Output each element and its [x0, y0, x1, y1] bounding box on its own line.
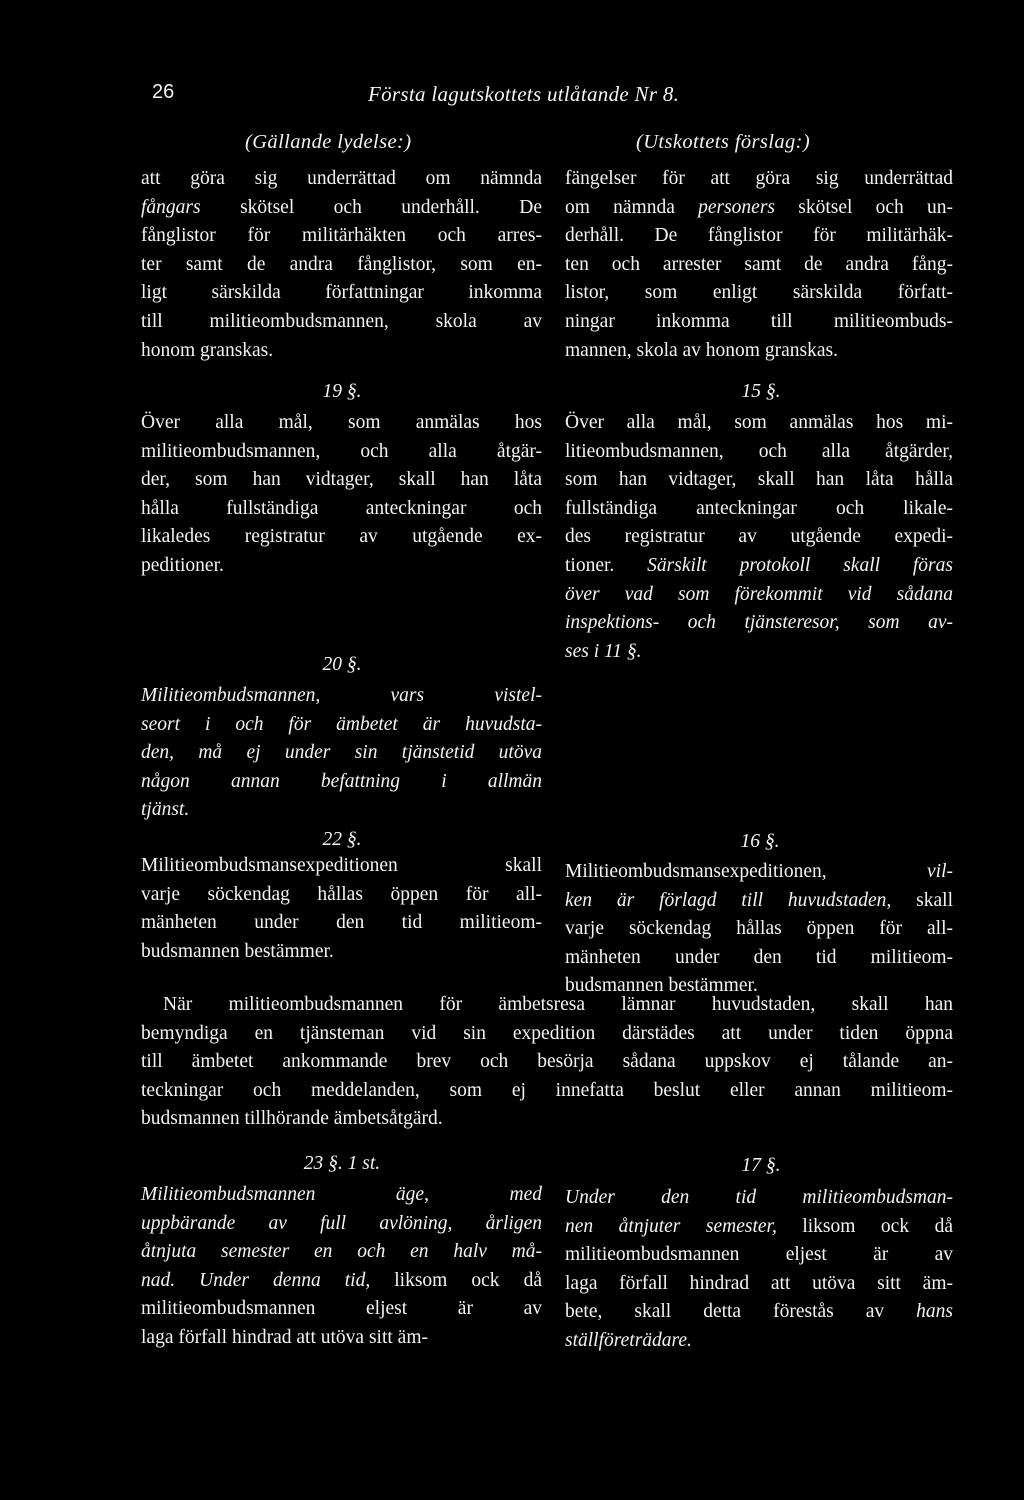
text-line	[565, 858, 953, 887]
text-segment: vil-	[927, 861, 953, 882]
text-segment: , skall	[886, 889, 953, 911]
section-22-text	[141, 852, 542, 966]
text-line	[141, 1267, 542, 1296]
text-line: fängelser för att göra sig underrättad	[565, 168, 953, 189]
left-intro-text	[141, 165, 542, 365]
text-line: till militieombudsmannen, skola av	[141, 310, 542, 332]
text-line: uppbärande av full avlöning, årligen	[141, 1212, 542, 1234]
text-line: att göra sig underrättad om nämnda	[141, 168, 542, 189]
text-line: varje söckendag hållas öppen för all-	[565, 918, 953, 940]
text-line: den, må ej under sin tjänstetid utöva	[141, 742, 542, 764]
text-line: honom granskas.	[141, 339, 274, 361]
section-23-heading: 23 §. 1 st.	[303, 1153, 381, 1174]
text-line: som han vidtager, skall han låta hålla	[565, 469, 953, 491]
section-17-heading: 17 §.	[741, 1155, 781, 1176]
text-segment: hans	[916, 1301, 953, 1323]
text-segment: liksom ock då	[776, 1215, 953, 1237]
text-line	[565, 1213, 953, 1242]
text-line: Militieombudsmansexpeditionen skall	[141, 855, 542, 876]
section-15-heading: 15 §.	[741, 381, 781, 402]
text-segment: Militieombudsmansexpeditionen,	[565, 861, 928, 882]
text-line: till ämbetet ankommande brev och besörja sådana uppskov ej tålande an-	[141, 1051, 953, 1073]
text-line: åtnjuta semester en och en halv må-	[141, 1241, 542, 1263]
text-line: tjänst.	[141, 799, 190, 821]
text-line: budsmannen tillhörande ämbetsåtgärd.	[141, 1108, 443, 1130]
text-line: teckningar och meddelanden, som ej innefatta beslut eller annan militieom-	[141, 1079, 953, 1101]
text-line: seort i och för ämbetet är huvudsta-	[141, 713, 542, 735]
text-line: budsmannen bestämmer.	[141, 940, 334, 962]
text-segment: nad. Under denna tid,	[141, 1269, 371, 1291]
text-line: inspektions- och tjänsteresor, som av-	[565, 612, 953, 634]
text-segment: bete, skall detta förestås av	[565, 1301, 917, 1323]
text-line	[565, 194, 953, 223]
text-line: militieombudsmannen, och alla åtgär-	[141, 440, 542, 462]
text-segment: skötsel och un-	[775, 196, 953, 218]
section-16-text	[565, 858, 953, 1001]
section-19-heading: 19 §.	[322, 381, 362, 402]
text-line: fånglistor för militärhäkten och arres-	[141, 225, 542, 247]
text-line: budsmannen bestämmer.	[565, 975, 758, 997]
text-line	[565, 1298, 953, 1327]
section-19-text	[141, 409, 542, 581]
text-line: der, som han vidtager, skall han låta	[141, 469, 542, 491]
text-line: ställföreträdare.	[565, 1329, 692, 1351]
text-line: Över alla mål, som anmälas hos	[141, 412, 542, 433]
section-22-heading: 22 §.	[322, 829, 362, 850]
section-23-text	[141, 1181, 542, 1353]
text-segment: liksom ock då	[370, 1269, 542, 1291]
text-line: des registratur av utgående expedi-	[565, 526, 953, 548]
text-line: Militieombudsmannen äge, med	[141, 1184, 542, 1205]
text-segment: om nämnda	[565, 196, 699, 218]
text-line	[565, 887, 953, 916]
text-line: någon annan befattning i allmän	[141, 770, 542, 792]
text-line: peditioner.	[141, 554, 224, 576]
text-line: Militieombudsmannen, vars vistel-	[141, 685, 542, 706]
text-line	[565, 552, 953, 581]
text-line: ten och arrester samt de andra fång-	[565, 253, 953, 275]
text-line: ningar inkomma till militieombuds-	[565, 310, 953, 332]
text-line: över vad som förekommit vid sådana	[565, 583, 953, 605]
common-paragraph	[141, 991, 953, 1134]
text-line: likaledes registratur av utgående ex-	[141, 526, 542, 548]
text-line: ter samt de andra fånglistor, som en-	[141, 253, 542, 275]
text-segment: Särskilt protokoll skall föras	[647, 554, 953, 576]
text-line: militieombudsmannen eljest är av	[141, 1298, 542, 1320]
text-line: litieombudsmannen, och alla åtgärder,	[565, 440, 953, 462]
text-line	[141, 194, 542, 223]
section-16-heading: 16 §.	[740, 831, 780, 852]
text-segment: fångars	[141, 196, 201, 218]
page-number: 26	[152, 81, 175, 103]
text-line: När militieombudsmannen för ämbetsresa lämnar huvudstaden, skall han	[163, 994, 953, 1015]
text-segment: skötsel och underhåll. De	[200, 196, 542, 218]
text-line: derhåll. De fånglistor för militärhäk-	[565, 225, 953, 247]
text-segment: ken är förlagd till huvudstaden	[565, 889, 887, 911]
text-line: fullständiga anteckningar och likale-	[565, 497, 953, 519]
section-20-heading: 20 §.	[322, 654, 362, 675]
running-title: Första lagutskottets utlåtande Nr 8.	[368, 82, 680, 106]
text-line: ses i 11 §.	[565, 640, 642, 662]
text-line: listor, som enligt särskilda författ-	[565, 282, 953, 304]
text-line: bemyndiga en tjänsteman vid sin expedition därstädes att under tiden öppna	[141, 1022, 953, 1044]
text-line: varje söckendag hållas öppen för all-	[141, 883, 542, 905]
section-15-text	[565, 409, 953, 666]
text-line: militieombudsmannen eljest är av	[565, 1244, 953, 1266]
left-column-heading: (Gällande lydelse:)	[245, 131, 412, 153]
text-line: hålla fullständiga anteckningar och	[141, 497, 542, 519]
text-segment: personers	[698, 196, 776, 218]
text-line: Över alla mål, som anmälas hos mi-	[565, 412, 953, 433]
text-line: mänheten under den tid militieom-	[565, 946, 953, 968]
text-line: ligt särskilda författningar inkomma	[141, 282, 542, 304]
text-line: Under den tid militieombudsman-	[565, 1187, 953, 1208]
section-17-text	[565, 1184, 953, 1356]
section-20-text	[141, 682, 542, 825]
text-segment: tioner.	[565, 554, 648, 576]
text-line: mannen, skola av honom granskas.	[565, 339, 838, 361]
text-line: laga förfall hindrad att utöva sitt äm-	[565, 1272, 953, 1294]
right-column-heading: (Utskottets förslag:)	[636, 131, 811, 153]
right-intro-text	[565, 165, 953, 365]
text-line: mänheten under den tid militieom-	[141, 912, 542, 934]
text-segment: nen åtnjuter semester,	[565, 1215, 777, 1237]
text-line: laga förfall hindrad att utöva sitt äm-	[141, 1326, 428, 1348]
